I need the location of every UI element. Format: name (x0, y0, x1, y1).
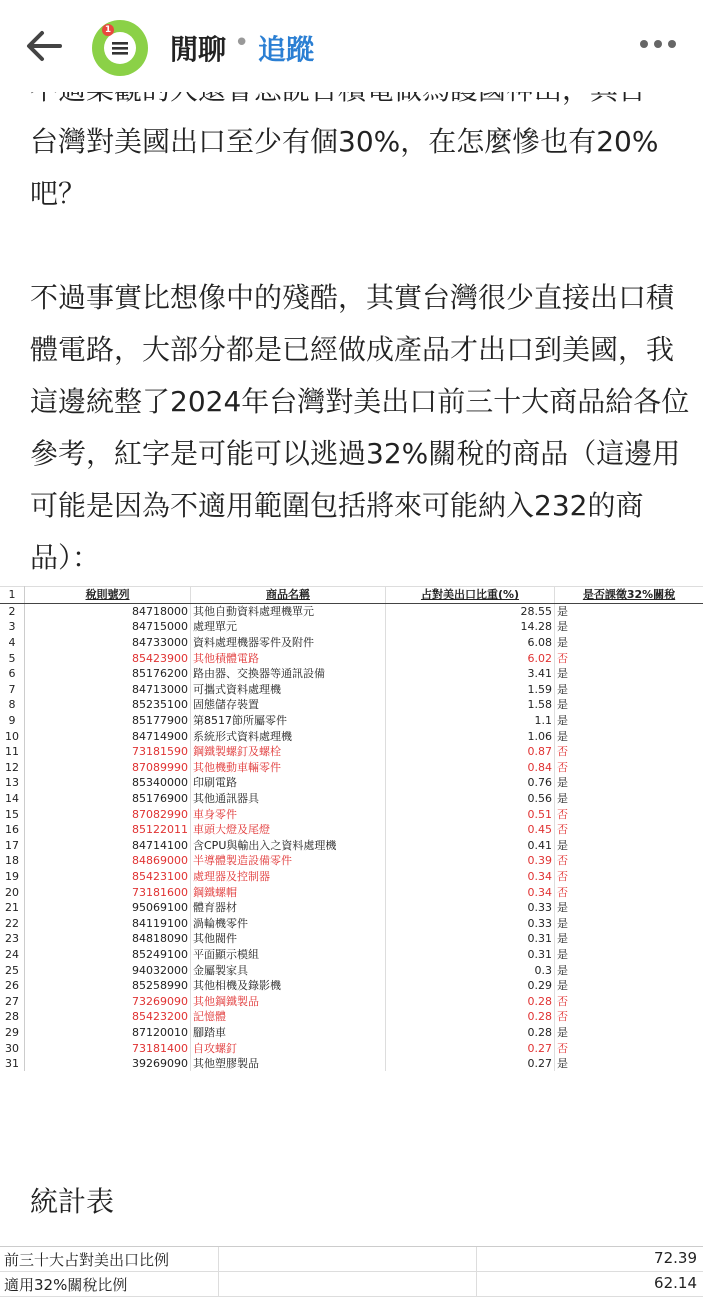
export-share: 6.08 (386, 635, 555, 651)
table-row (0, 806, 703, 822)
header-name: 商品名稱 (191, 587, 386, 604)
row-number: 18 (0, 853, 25, 869)
tariff-flag: 是 (555, 791, 703, 807)
product-name: 印刷電路 (191, 775, 386, 791)
stats-row (0, 1272, 703, 1297)
tariff-code: 85340000 (25, 775, 191, 791)
row-number: 7 (0, 682, 25, 698)
tariff-code: 84718000 (25, 603, 191, 619)
tariff-flag: 是 (555, 697, 703, 713)
follow-button[interactable]: 追蹤 (258, 28, 314, 68)
table-row (0, 713, 703, 729)
table-row (0, 993, 703, 1009)
tariff-code: 73181400 (25, 1040, 191, 1056)
tariff-code: 84714100 (25, 838, 191, 854)
tariff-flag: 是 (555, 1056, 703, 1072)
export-share: 0.31 (386, 931, 555, 947)
tariff-flag: 是 (555, 978, 703, 994)
row-number: 11 (0, 744, 25, 760)
tariff-code: 95069100 (25, 900, 191, 916)
table-row (0, 775, 703, 791)
export-share: 0.27 (386, 1056, 555, 1072)
export-share: 1.06 (386, 728, 555, 744)
post-body (30, 64, 690, 584)
tariff-code: 84714900 (25, 728, 191, 744)
table-row (0, 1056, 703, 1072)
table-row (0, 838, 703, 854)
tariff-flag: 否 (555, 744, 703, 760)
export-share: 0.31 (386, 947, 555, 963)
row-number: 3 (0, 619, 25, 635)
row-number: 23 (0, 931, 25, 947)
board-icon (104, 32, 136, 64)
tariff-flag: 是 (555, 931, 703, 947)
product-name: 處理器及控制器 (191, 869, 386, 885)
export-share: 1.1 (386, 713, 555, 729)
stats-value: 72.39 (654, 1249, 697, 1267)
row-number: 6 (0, 666, 25, 682)
tariff-flag: 否 (555, 993, 703, 1009)
title-separator: • (234, 28, 249, 58)
tariff-flag: 是 (555, 666, 703, 682)
tariff-flag: 是 (555, 728, 703, 744)
export-share: 0.29 (386, 978, 555, 994)
stats-row (0, 1247, 703, 1272)
tariff-code: 73181600 (25, 884, 191, 900)
tariff-flag: 否 (555, 806, 703, 822)
product-name: 其他鋼鐵製品 (191, 993, 386, 1009)
post-paragraph-1: 台灣對美國出口至少有個30%，在怎麼慘也有20%吧？ (30, 116, 690, 220)
table-row (0, 744, 703, 760)
table-row (0, 853, 703, 869)
row-number: 2 (0, 603, 25, 619)
product-name: 其他塑膠製品 (191, 1056, 386, 1072)
export-table (0, 586, 703, 1071)
row-number: 10 (0, 728, 25, 744)
header-code: 稅則號列 (25, 587, 191, 604)
row-number: 19 (0, 869, 25, 885)
table-row (0, 947, 703, 963)
export-share: 0.3 (386, 962, 555, 978)
product-name: 固態儲存裝置 (191, 697, 386, 713)
table-row (0, 1009, 703, 1025)
table-row (0, 962, 703, 978)
tariff-flag: 是 (555, 915, 703, 931)
table-row (0, 650, 703, 666)
tariff-code: 87120010 (25, 1025, 191, 1041)
tariff-code: 87089990 (25, 760, 191, 776)
stats-label: 前三十大占對美出口比例 (4, 1249, 169, 1270)
tariff-code: 84715000 (25, 619, 191, 635)
notification-badge: 1 (102, 24, 114, 36)
tariff-flag: 是 (555, 713, 703, 729)
product-name: 腳踏車 (191, 1025, 386, 1041)
row-number: 5 (0, 650, 25, 666)
tariff-code: 85423200 (25, 1009, 191, 1025)
product-name: 資料處理機器零件及附件 (191, 635, 386, 651)
row-number: 14 (0, 791, 25, 807)
export-share: 0.34 (386, 869, 555, 885)
export-share: 0.27 (386, 1040, 555, 1056)
tariff-code: 85258990 (25, 978, 191, 994)
row-number: 1 (0, 587, 25, 604)
product-name: 鋼鐵製螺釘及螺栓 (191, 744, 386, 760)
export-share: 6.02 (386, 650, 555, 666)
table-row (0, 900, 703, 916)
tariff-code: 73181590 (25, 744, 191, 760)
export-share: 1.58 (386, 697, 555, 713)
product-name: 其他閥件 (191, 931, 386, 947)
product-name: 第8517節所屬零件 (191, 713, 386, 729)
export-share: 0.41 (386, 838, 555, 854)
row-number: 29 (0, 1025, 25, 1041)
product-name: 處理單元 (191, 619, 386, 635)
row-number: 24 (0, 947, 25, 963)
tariff-flag: 是 (555, 947, 703, 963)
export-share: 3.41 (386, 666, 555, 682)
row-number: 4 (0, 635, 25, 651)
table-row (0, 603, 703, 619)
row-number: 12 (0, 760, 25, 776)
table-row (0, 666, 703, 682)
product-name: 路由器、交換器等通訊設備 (191, 666, 386, 682)
tariff-flag: 是 (555, 775, 703, 791)
product-name: 鋼鐵螺帽 (191, 884, 386, 900)
top-app-bar (0, 0, 703, 92)
tariff-code: 73269090 (25, 993, 191, 1009)
tariff-code: 94032000 (25, 962, 191, 978)
tariff-code: 39269090 (25, 1056, 191, 1072)
tariff-flag: 否 (555, 1040, 703, 1056)
product-name: 記憶體 (191, 1009, 386, 1025)
product-name: 渦輪機零件 (191, 915, 386, 931)
header-share: 占對美出口比重(%) (386, 587, 555, 604)
tariff-flag: 否 (555, 853, 703, 869)
table-row (0, 791, 703, 807)
row-number: 30 (0, 1040, 25, 1056)
table-row (0, 931, 703, 947)
product-name: 系統形式資料處理機 (191, 728, 386, 744)
export-share: 0.28 (386, 1025, 555, 1041)
tariff-flag: 否 (555, 650, 703, 666)
export-share: 0.28 (386, 1009, 555, 1025)
export-share: 0.39 (386, 853, 555, 869)
tariff-code: 84713000 (25, 682, 191, 698)
product-name: 可攜式資料處理機 (191, 682, 386, 698)
tariff-code: 85235100 (25, 697, 191, 713)
tariff-code: 85423100 (25, 869, 191, 885)
export-share: 0.33 (386, 915, 555, 931)
export-share: 0.76 (386, 775, 555, 791)
row-number: 17 (0, 838, 25, 854)
product-name: 含CPU與輸出入之資料處理機 (191, 838, 386, 854)
tariff-flag: 否 (555, 822, 703, 838)
table-row (0, 635, 703, 651)
product-name: 半導體製造設備零件 (191, 853, 386, 869)
row-number: 26 (0, 978, 25, 994)
export-share: 0.45 (386, 822, 555, 838)
table-row (0, 869, 703, 885)
tariff-code: 85176900 (25, 791, 191, 807)
row-number: 9 (0, 713, 25, 729)
tariff-flag: 是 (555, 603, 703, 619)
tariff-code: 85177900 (25, 713, 191, 729)
tariff-code: 85423900 (25, 650, 191, 666)
export-share: 0.33 (386, 900, 555, 916)
row-number: 25 (0, 962, 25, 978)
row-number: 20 (0, 884, 25, 900)
export-share: 0.51 (386, 806, 555, 822)
tariff-flag: 是 (555, 838, 703, 854)
product-name: 車身零件 (191, 806, 386, 822)
table-row (0, 697, 703, 713)
export-share: 1.59 (386, 682, 555, 698)
tariff-code: 85249100 (25, 947, 191, 963)
table-row (0, 884, 703, 900)
product-name: 車頭大燈及尾燈 (191, 822, 386, 838)
stats-table (0, 1246, 703, 1297)
export-share: 0.28 (386, 993, 555, 1009)
tariff-flag: 是 (555, 900, 703, 916)
post-paragraph-2: 不過事實比想像中的殘酷，其實台灣很少直接出口積體電路，大部分都是已經做成產品才出口到美國，我這邊統整了2024年台灣對美出口前三十大商品給各位參考，紅字是可能可以逃過32%關稅的商品（這邊用可能是因為不適用範圍包括將來可能納入232的商品）： (30, 272, 690, 584)
export-share: 0.56 (386, 791, 555, 807)
export-table-image (0, 586, 703, 1102)
stats-value: 62.14 (654, 1274, 697, 1292)
tariff-flag: 是 (555, 635, 703, 651)
back-arrow-icon[interactable] (22, 28, 66, 64)
row-number: 15 (0, 806, 25, 822)
tariff-code: 85122011 (25, 822, 191, 838)
row-number: 16 (0, 822, 25, 838)
row-number: 22 (0, 915, 25, 931)
table-row (0, 915, 703, 931)
table-header-row (0, 587, 703, 604)
tariff-code: 84733000 (25, 635, 191, 651)
product-name: 金屬製家具 (191, 962, 386, 978)
tariff-flag: 否 (555, 760, 703, 776)
tariff-flag: 是 (555, 682, 703, 698)
export-share: 0.87 (386, 744, 555, 760)
product-name: 其他通訊器具 (191, 791, 386, 807)
stats-label: 適用32%關稅比例 (4, 1274, 127, 1295)
export-share: 14.28 (386, 619, 555, 635)
table-row (0, 728, 703, 744)
tariff-code: 87082990 (25, 806, 191, 822)
stats-title: 統計表 (30, 1180, 114, 1220)
tariff-flag: 否 (555, 869, 703, 885)
export-share: 0.34 (386, 884, 555, 900)
table-row (0, 1025, 703, 1041)
row-number: 28 (0, 1009, 25, 1025)
export-share: 28.55 (386, 603, 555, 619)
table-row (0, 1040, 703, 1056)
table-row (0, 978, 703, 994)
table-row (0, 619, 703, 635)
tariff-code: 84818090 (25, 931, 191, 947)
export-share: 0.84 (386, 760, 555, 776)
row-number: 27 (0, 993, 25, 1009)
row-number: 8 (0, 697, 25, 713)
product-name: 其他積體電路 (191, 650, 386, 666)
product-name: 其他自動資料處理機單元 (191, 603, 386, 619)
product-name: 其他機動車輛零件 (191, 760, 386, 776)
tariff-flag: 是 (555, 962, 703, 978)
tariff-code: 84869000 (25, 853, 191, 869)
row-number: 21 (0, 900, 25, 916)
board-title[interactable]: 閒聊 (170, 28, 226, 68)
product-name: 其他相機及錄影機 (191, 978, 386, 994)
board-avatar[interactable] (92, 20, 148, 76)
more-horizontal-icon[interactable] (636, 28, 680, 60)
table-row (0, 682, 703, 698)
tariff-flag: 否 (555, 884, 703, 900)
tariff-code: 84119100 (25, 915, 191, 931)
row-number: 31 (0, 1056, 25, 1072)
tariff-flag: 是 (555, 619, 703, 635)
product-name: 體育器材 (191, 900, 386, 916)
product-name: 自攻螺釘 (191, 1040, 386, 1056)
header-flag: 是否課徵32%關稅 (555, 587, 703, 604)
tariff-flag: 是 (555, 1025, 703, 1041)
product-name: 平面顯示模組 (191, 947, 386, 963)
tariff-flag: 否 (555, 1009, 703, 1025)
row-number: 13 (0, 775, 25, 791)
table-row (0, 822, 703, 838)
table-row (0, 760, 703, 776)
tariff-code: 85176200 (25, 666, 191, 682)
